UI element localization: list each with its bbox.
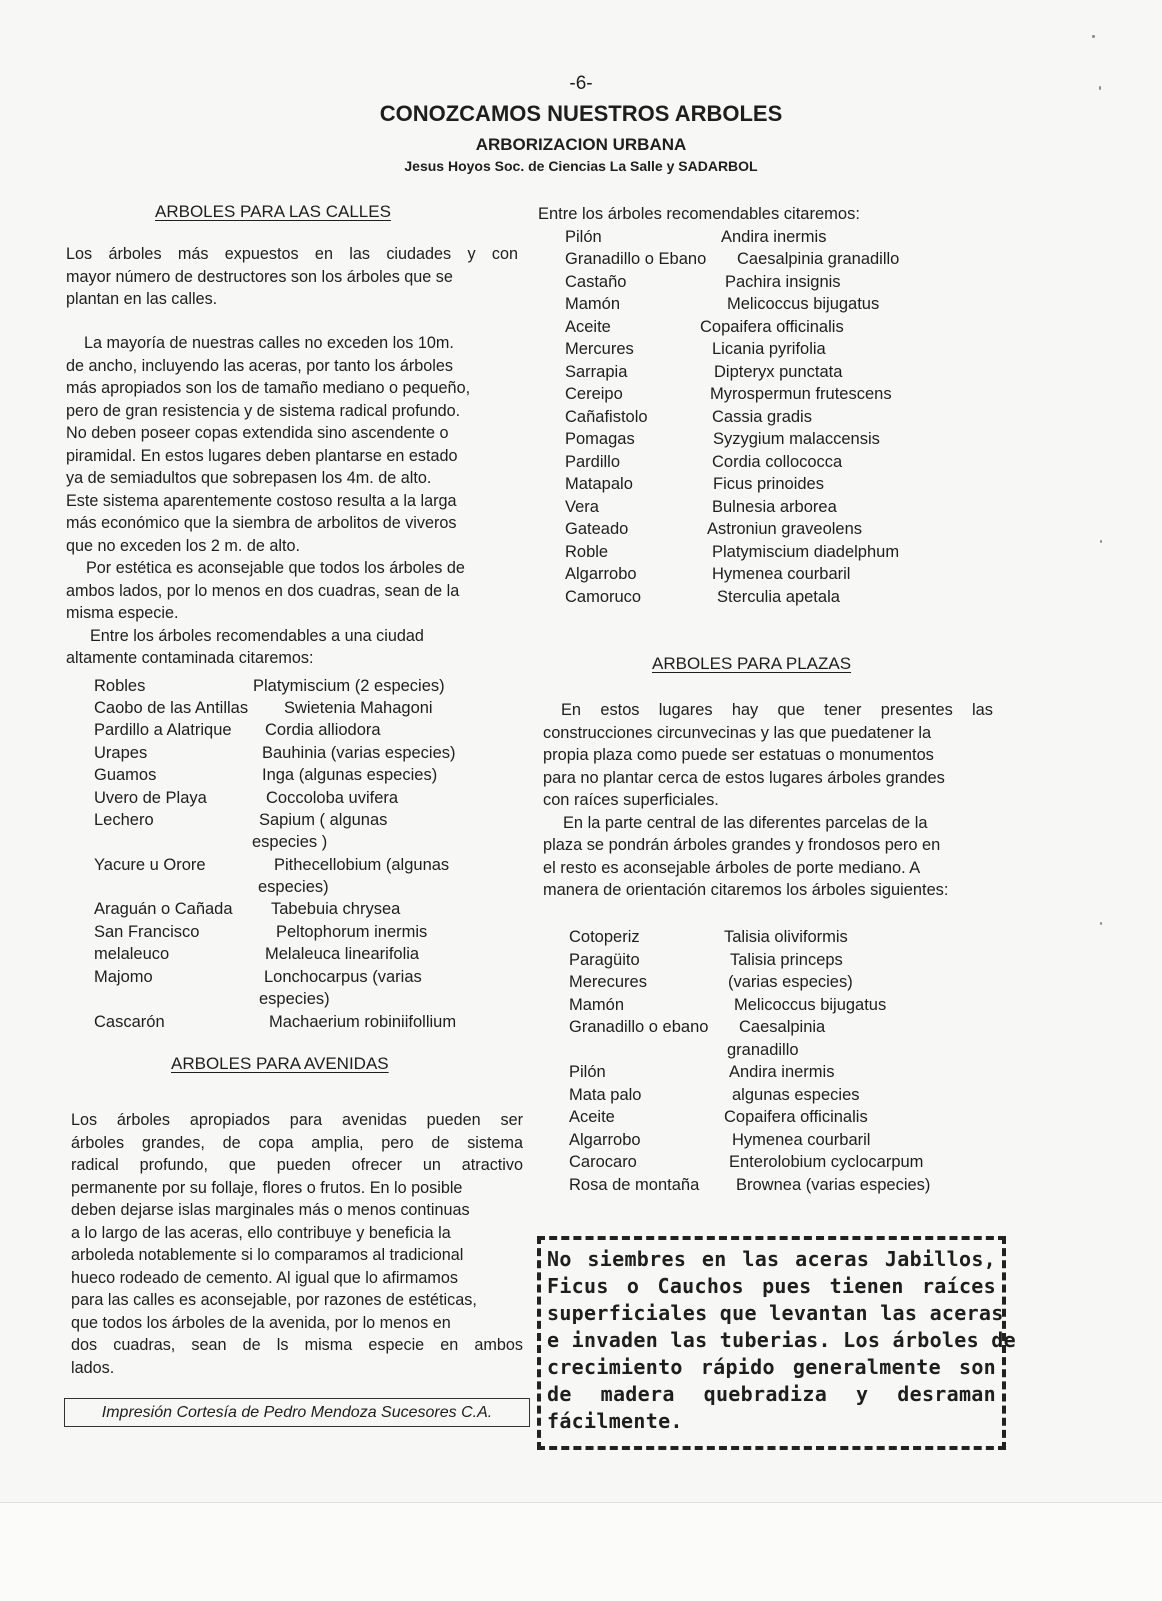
text-line: más apropiados son los de tamaño mediano o pequeño,	[66, 379, 471, 397]
tree-scientific: Sapium ( algunas	[259, 811, 388, 829]
note-line: Ficus o Cauchos pues tienen raíces	[547, 1274, 996, 1298]
tree-scientific: Melicoccus bijugatus	[727, 295, 880, 313]
text-line: Entre los árboles recomendables a una ciudad	[90, 626, 424, 645]
page-title: CONOZCAMOS NUESTROS ARBOLES	[379, 101, 783, 126]
tree-common: Majomo	[94, 968, 153, 986]
tree-scientific: Melicoccus bijugatus	[734, 996, 887, 1014]
tree-scientific: Cassia gradis	[712, 408, 812, 426]
calles-right-intro: Entre los árboles recomendables citaremos:	[538, 205, 860, 223]
calles-paragraph-2	[66, 332, 470, 670]
tree-scientific: Talisia oliviformis	[724, 928, 848, 946]
scan-speck	[1092, 35, 1095, 38]
tree-scientific: Coccoloba uvifera	[266, 789, 399, 807]
heading-avenidas: ARBOLES PARA AVENIDAS	[171, 1054, 389, 1073]
footer-credit: Impresión Cortesía de Pedro Mendoza Sucesores C.A.	[64, 1398, 530, 1427]
text-line: más económico que la siembra de arbolitos de viveros	[66, 514, 457, 532]
tree-common: Guamos	[94, 766, 157, 784]
tree-common: Mamón	[569, 996, 625, 1014]
text-line: No deben poseer copas extendida sino ascendente o	[66, 424, 449, 442]
tree-common: Aceite	[565, 318, 611, 336]
tree-common: Pilón	[569, 1063, 606, 1081]
text-line: altamente contaminada citaremos:	[66, 649, 314, 667]
tree-scientific: Bauhinia (varias especies)	[262, 744, 456, 762]
page-edge-shadow	[0, 1502, 1162, 1601]
avenidas-paragraph	[71, 1109, 523, 1379]
text-line: mayor número de destructores son los árboles que se	[66, 267, 453, 286]
text-line: el resto es aconsejable árboles de porte mediano. A	[543, 858, 921, 877]
tree-scientific: Ficus prinoides	[713, 475, 824, 493]
tree-common: Rosa de montaña	[569, 1176, 700, 1194]
tree-common: San Francisco	[94, 923, 200, 941]
tree-scientific: especies)	[259, 990, 330, 1008]
tree-scientific: Brownea (varias especies)	[736, 1176, 931, 1194]
tree-scientific: especies)	[258, 878, 329, 896]
tree-common: Merecures	[569, 973, 647, 991]
tree-common: Granadillo o ebano	[569, 1018, 709, 1036]
tree-common: Lechero	[94, 811, 154, 829]
note-line: crecimiento rápido generalmente son	[547, 1355, 996, 1379]
text-line: que no exceden los 2 m. de alto.	[66, 536, 300, 555]
tree-scientific: Platymiscium diadelphum	[712, 543, 900, 561]
tree-common: Carocaro	[569, 1153, 637, 1171]
tree-scientific: Copaifera officinalis	[724, 1108, 868, 1126]
text-line: con raíces superficiales.	[543, 791, 719, 809]
scan-speck	[1100, 922, 1102, 925]
tree-common: Yacure u Orore	[94, 856, 206, 874]
tree-common: Cotoperiz	[569, 928, 640, 946]
tree-common: Camoruco	[565, 588, 642, 606]
scan-speck	[1099, 86, 1101, 90]
text-line: manera de orientación citaremos los árboles siguientes:	[543, 881, 949, 899]
tree-common: Pardillo a Alatrique	[94, 721, 232, 739]
tree-common: Caobo de las Antillas	[94, 699, 249, 717]
tree-scientific: algunas especies	[732, 1086, 860, 1104]
tree-common: Castaño	[565, 273, 627, 291]
text-line: que todos los árboles de la avenida, por lo menos en	[71, 1313, 451, 1332]
tree-scientific: Tabebuia chrysea	[271, 900, 401, 918]
plazas-paragraph-1	[543, 699, 993, 902]
tree-common: Uvero de Playa	[94, 789, 207, 807]
note-line: No siembres en las aceras Jabillos,	[547, 1247, 996, 1271]
tree-common: Mamón	[565, 295, 621, 313]
tree-common: Matapalo	[565, 475, 633, 493]
tree-scientific: Licania pyrifolia	[712, 340, 826, 358]
text-line: Los árboles apropiados para avenidas pueden ser	[71, 1111, 523, 1129]
tree-scientific: Astroniun graveolens	[707, 520, 863, 538]
tree-scientific: Caesalpinia granadillo	[737, 250, 900, 268]
text-line: de ancho, incluyendo las aceras, por tanto los árboles	[66, 356, 453, 375]
note-line: superficiales que levantan las aceras	[547, 1301, 1004, 1325]
text-line: a lo largo de las aceras, ello contribuye y beneficia la	[71, 1223, 451, 1242]
warning-note-box	[537, 1236, 1016, 1450]
tree-scientific: Hymenea courbaril	[712, 565, 851, 583]
text-line: arboleda notablemente si lo comparamos al tradicional	[71, 1246, 464, 1264]
text-line: Los árboles más expuestos en las ciudades y con	[66, 245, 518, 263]
text-line: para no plantar cerca de estos lugares árboles grandes	[543, 768, 945, 787]
tree-scientific: especies )	[252, 833, 328, 851]
tree-scientific: Hymenea courbaril	[732, 1131, 871, 1149]
tree-common: Paragüito	[569, 951, 640, 969]
tree-common: Vera	[565, 498, 599, 516]
tree-scientific: Pachira insignis	[725, 273, 841, 291]
tree-scientific: Sterculia apetala	[717, 588, 840, 606]
text-line: hueco rodeado de cemento. Al igual que lo afirmamos	[71, 1268, 458, 1287]
tree-scientific: Peltophorum inermis	[276, 923, 428, 941]
tree-scientific: Pithecellobium (algunas	[274, 856, 450, 874]
note-line: e invaden las tuberias. Los árboles de	[547, 1328, 1016, 1352]
tree-scientific: Cordia collococca	[712, 453, 843, 471]
tree-common: Araguán o Cañada	[94, 900, 233, 918]
tree-scientific: Platymiscium (2 especies)	[253, 677, 445, 695]
tree-common: Cereipo	[565, 385, 623, 403]
tree-scientific: granadillo	[727, 1041, 799, 1059]
text-line: Este sistema aparentemente costoso resulta a la larga	[66, 491, 457, 510]
text-line: La mayoría de nuestras calles no exceden los 10m.	[84, 334, 454, 352]
tree-scientific: Machaerium robiniifollium	[269, 1013, 457, 1031]
subtitle: ARBORIZACION URBANA	[475, 135, 687, 154]
text-line: permanente por su follaje, flores o frutos. En lo posible	[71, 1178, 463, 1197]
text-line: En la parte central de las diferentes parcelas de la	[563, 813, 928, 832]
tree-common: Granadillo o Ebano	[565, 250, 707, 268]
tree-scientific: Swietenia Mahagoni	[284, 699, 433, 717]
text-line: Por estética es aconsejable que todos los árboles de	[86, 559, 465, 577]
tree-scientific: Inga (algunas especies)	[262, 766, 438, 784]
tree-common: Mercures	[565, 340, 634, 358]
tree-scientific: Andira inermis	[729, 1063, 835, 1081]
tree-scientific: Caesalpinia	[739, 1018, 826, 1036]
tree-scientific: Syzygium malaccensis	[713, 430, 880, 448]
note-line: de madera quebradiza y desraman	[547, 1382, 996, 1406]
calles-paragraph-1	[66, 243, 518, 311]
tree-common: Pardillo	[565, 453, 621, 471]
text-line: plaza se pondrán árboles grandes y frondosos pero en	[543, 836, 941, 854]
tree-common: Algarrobo	[565, 565, 637, 583]
tree-scientific: Melaleuca linearifolia	[265, 945, 420, 963]
heading-calles: ARBOLES PARA LAS CALLES	[155, 202, 391, 221]
tree-scientific: Copaifera officinalis	[700, 318, 844, 336]
tree-scientific: Enterolobium cyclocarpum	[729, 1153, 924, 1171]
tree-scientific: Andira inermis	[721, 228, 827, 246]
text-line: dos cuadras, sean de ls misma especie en ambos	[71, 1336, 523, 1354]
text-line: construcciones circunvecinas y las que puedatener la	[543, 723, 932, 742]
tree-scientific: (varias especies)	[728, 973, 853, 991]
tree-common: Gateado	[565, 520, 629, 538]
tree-scientific: Bulnesia arborea	[712, 498, 837, 516]
text-line: pero de gran resistencia y de sistema radical profundo.	[66, 401, 461, 420]
tree-scientific: Dipteryx punctata	[714, 363, 843, 381]
heading-plazas: ARBOLES PARA PLAZAS	[652, 654, 852, 673]
tree-common: Sarrapia	[565, 363, 628, 381]
tree-common: Mata palo	[569, 1086, 642, 1104]
tree-scientific: Cordia alliodora	[265, 721, 381, 739]
text-line: misma especie.	[66, 604, 179, 622]
text-line: para las calles es aconsejable, por razones de estéticas,	[71, 1291, 477, 1309]
tree-common: Pomagas	[565, 430, 635, 448]
page-number: -6-	[569, 73, 593, 94]
text-line: ambos lados, por lo menos en dos cuadras, sean de la	[66, 581, 460, 600]
tree-scientific: Lonchocarpus (varias	[264, 968, 422, 986]
tree-scientific: Myrospermun frutescens	[710, 385, 892, 403]
author-line: Jesus Hoyos Soc. de Ciencias La Salle y SADARBOL	[404, 158, 758, 174]
tree-common: Robles	[94, 677, 146, 695]
scan-speck	[1100, 540, 1102, 543]
text-line: árboles grandes, de copa amplia, pero de sistema	[71, 1133, 523, 1152]
text-line: plantan en las calles.	[66, 290, 218, 308]
tree-common: Urapes	[94, 744, 148, 762]
text-line: lados.	[71, 1358, 115, 1377]
text-line: piramidal. En estos lugares deben plantarse en estado	[66, 446, 458, 465]
text-line: En estos lugares hay que tener presentes las	[561, 701, 993, 719]
tree-common: Pilón	[565, 228, 602, 246]
tree-common: Algarrobo	[569, 1131, 641, 1149]
tree-common: melaleuco	[94, 945, 170, 963]
tree-common: Cascarón	[94, 1013, 165, 1031]
text-line: radical profundo, que pueden ofrecer un atractivo	[71, 1156, 523, 1174]
note-line: fácilmente.	[547, 1409, 683, 1433]
tree-common: Cañafistolo	[565, 408, 648, 426]
tree-common: Aceite	[569, 1108, 615, 1126]
text-line: propia plaza como puede ser estatuas o monumentos	[543, 746, 934, 764]
text-line: ya de semiadultos que sobrepasen los 4m. de alto.	[66, 469, 432, 487]
text-line: deben dejarse islas marginales más o menos continuas	[71, 1201, 470, 1219]
tree-common: Roble	[565, 543, 609, 561]
tree-scientific: Talisia princeps	[730, 951, 843, 969]
